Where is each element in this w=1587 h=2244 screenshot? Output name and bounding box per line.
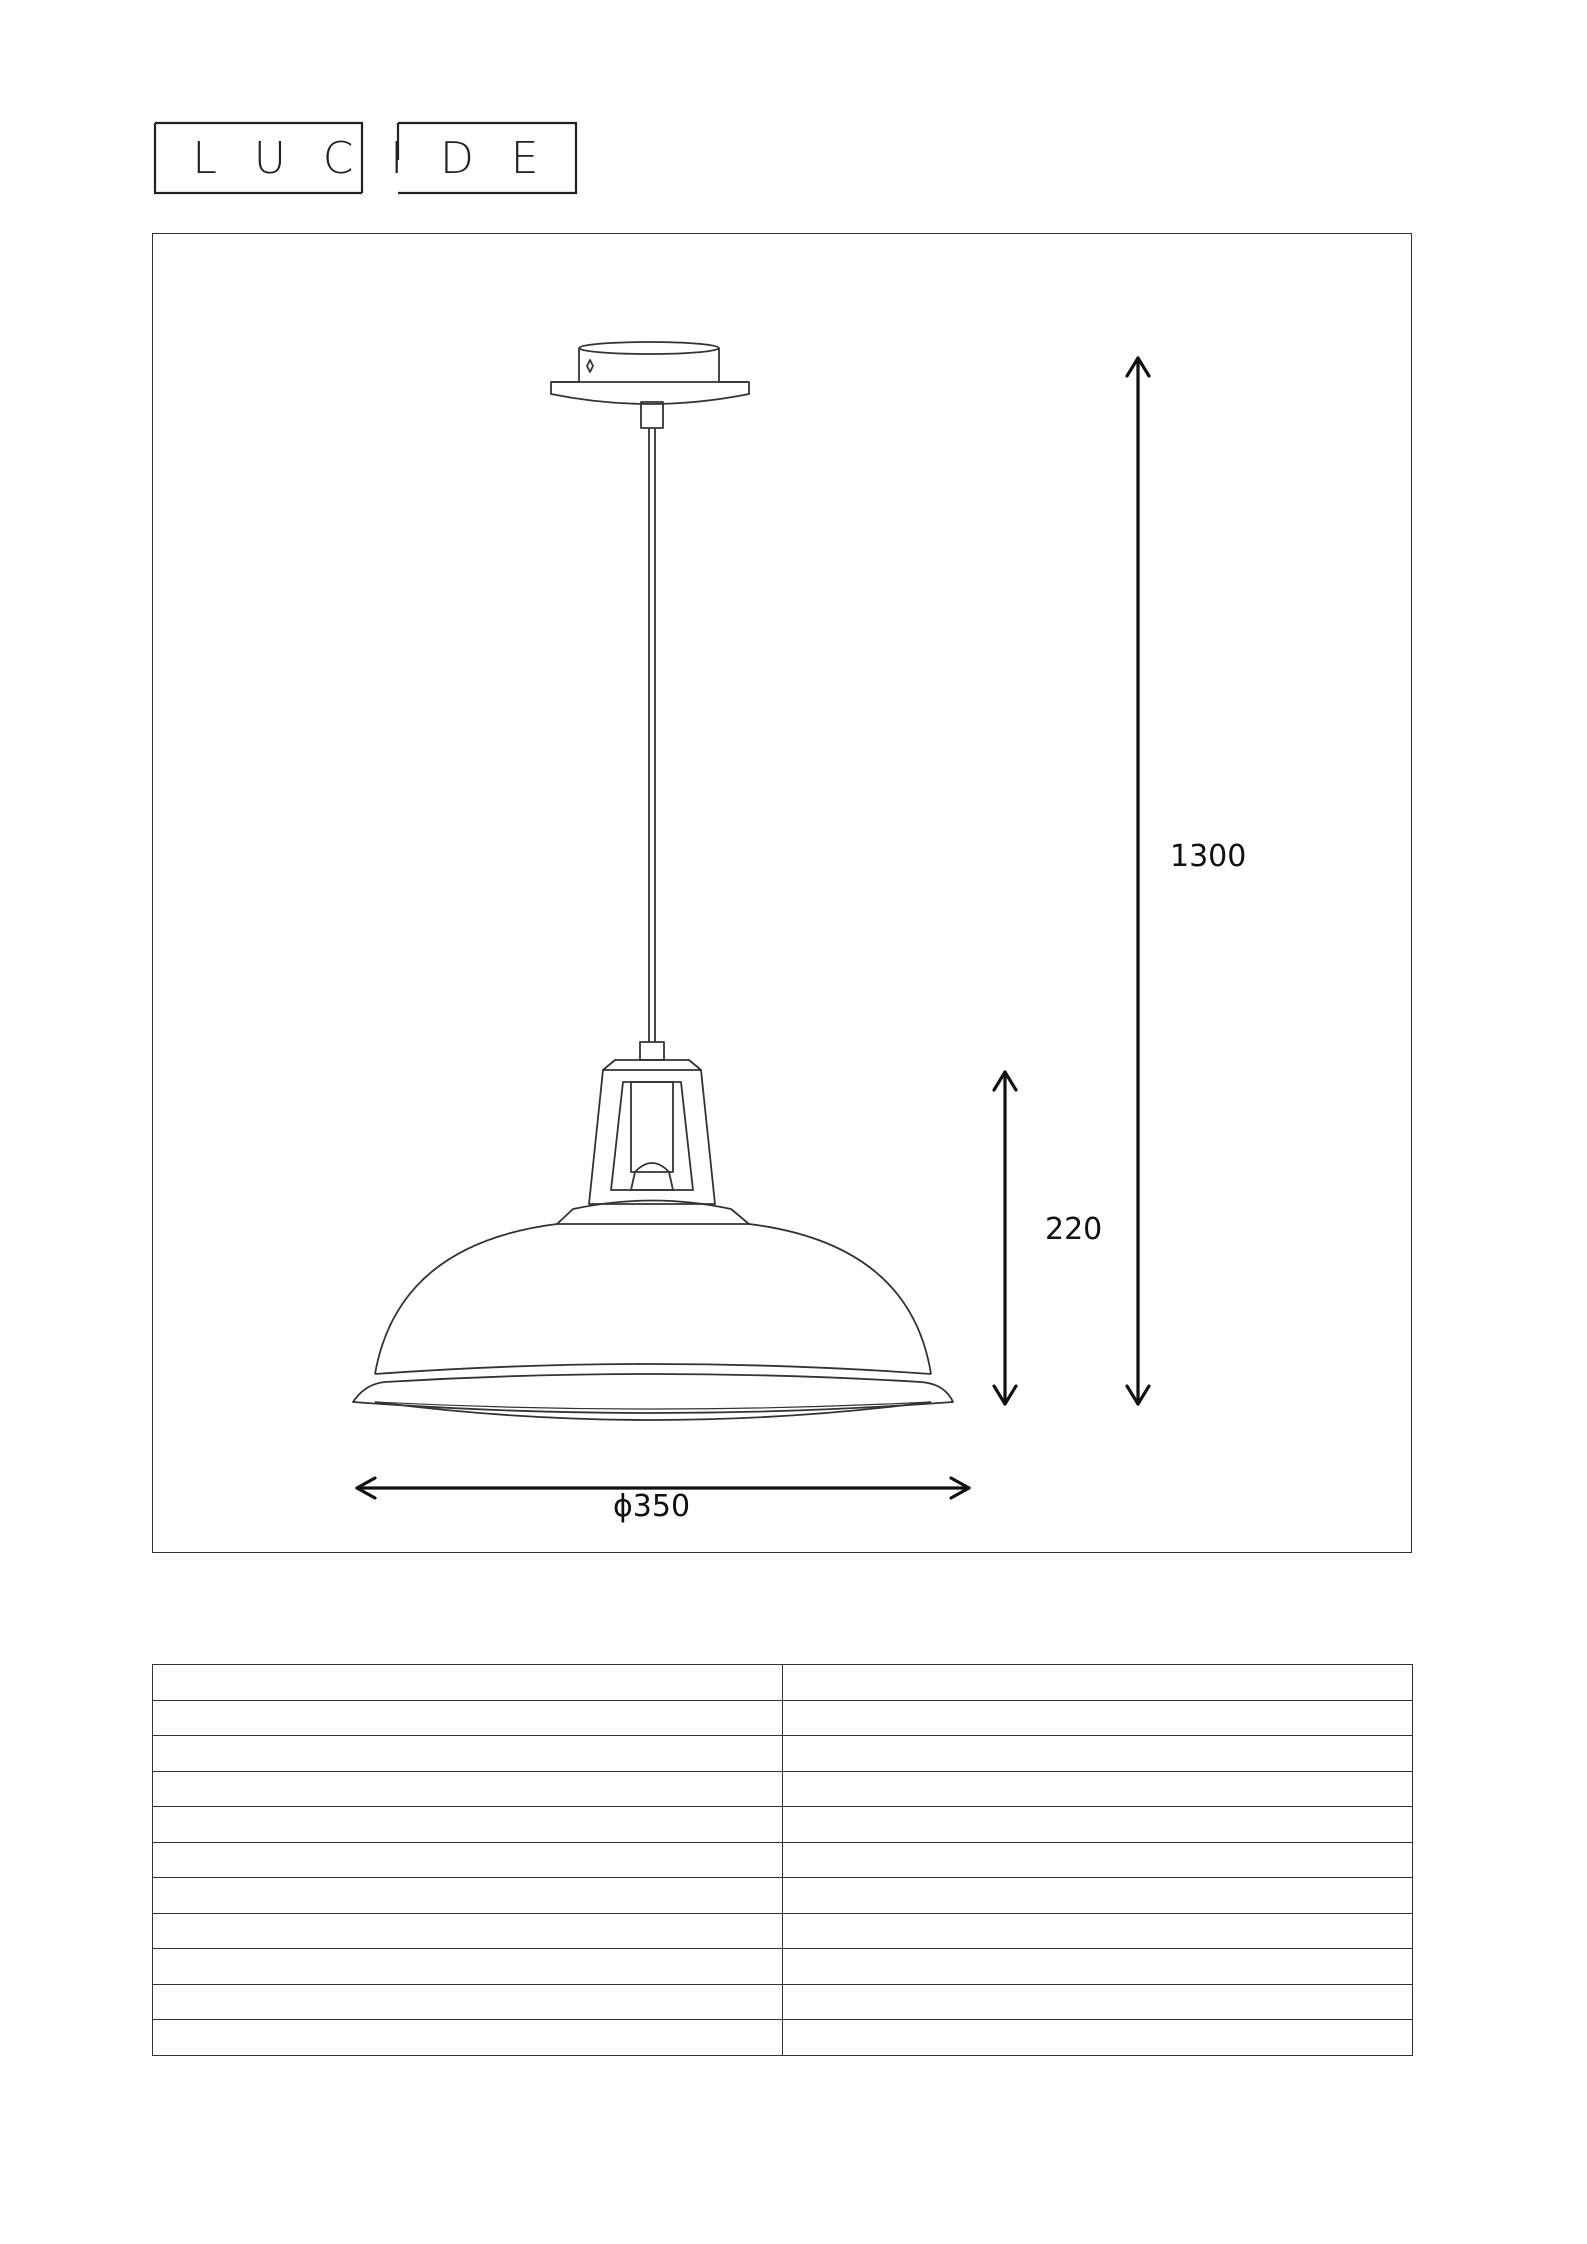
table-row bbox=[153, 1700, 1413, 1736]
spec-label-cell bbox=[153, 1771, 783, 1807]
height-dimension-label: 1300 bbox=[1170, 839, 1247, 874]
spec-label-cell bbox=[153, 1878, 783, 1914]
spec-label-cell bbox=[153, 1842, 783, 1878]
spec-value-cell bbox=[783, 1736, 1413, 1772]
suspension-cord bbox=[640, 402, 664, 1060]
logo-frame bbox=[152, 120, 579, 196]
technical-drawing bbox=[152, 233, 1412, 1553]
spec-value-cell bbox=[783, 1913, 1413, 1949]
table-row bbox=[153, 1984, 1413, 2020]
logo-letter: D bbox=[440, 132, 474, 184]
spec-label-cell bbox=[153, 1700, 783, 1736]
shade-height-dimension-label: 220 bbox=[1045, 1212, 1103, 1247]
logo-letter: C bbox=[322, 132, 354, 184]
logo-letter: U bbox=[253, 132, 286, 184]
spec-value-cell bbox=[783, 2020, 1413, 2056]
spec-table bbox=[152, 1664, 1413, 2056]
shade-height-arrow bbox=[994, 1072, 1016, 1404]
spec-value-cell bbox=[783, 1984, 1413, 2020]
table-row bbox=[153, 1913, 1413, 1949]
table-row bbox=[153, 1771, 1413, 1807]
spec-value-cell bbox=[783, 1842, 1413, 1878]
spec-value-cell bbox=[783, 1700, 1413, 1736]
spec-value-cell bbox=[783, 1665, 1413, 1701]
logo-letter: E bbox=[510, 132, 539, 184]
spec-value-cell bbox=[783, 1949, 1413, 1985]
table-row bbox=[153, 1878, 1413, 1914]
spec-label-cell bbox=[153, 1665, 783, 1701]
spec-label-cell bbox=[153, 2020, 783, 2056]
brand-logo bbox=[152, 120, 579, 196]
ceiling-canopy bbox=[551, 342, 749, 404]
logo-letter: L bbox=[192, 132, 217, 184]
spec-label-cell bbox=[153, 1913, 783, 1949]
table-row bbox=[153, 1842, 1413, 1878]
diameter-dimension-label: ϕ350 bbox=[613, 1489, 691, 1524]
shade-dome bbox=[353, 1201, 953, 1421]
shade-frame bbox=[589, 1060, 715, 1204]
table-row bbox=[153, 1665, 1413, 1701]
height-arrow bbox=[1127, 358, 1149, 1404]
table-row bbox=[153, 1736, 1413, 1772]
table-row bbox=[153, 1807, 1413, 1843]
table-row bbox=[153, 1949, 1413, 1985]
spec-label-cell bbox=[153, 1949, 783, 1985]
spec-label-cell bbox=[153, 1807, 783, 1843]
spec-label-cell bbox=[153, 1984, 783, 2020]
spec-value-cell bbox=[783, 1807, 1413, 1843]
table-row bbox=[153, 2020, 1413, 2056]
spec-label-cell bbox=[153, 1736, 783, 1772]
spec-value-cell bbox=[783, 1771, 1413, 1807]
logo-letter: I bbox=[390, 132, 404, 184]
spec-value-cell bbox=[783, 1878, 1413, 1914]
pendant-lamp-icon bbox=[153, 234, 1413, 1554]
